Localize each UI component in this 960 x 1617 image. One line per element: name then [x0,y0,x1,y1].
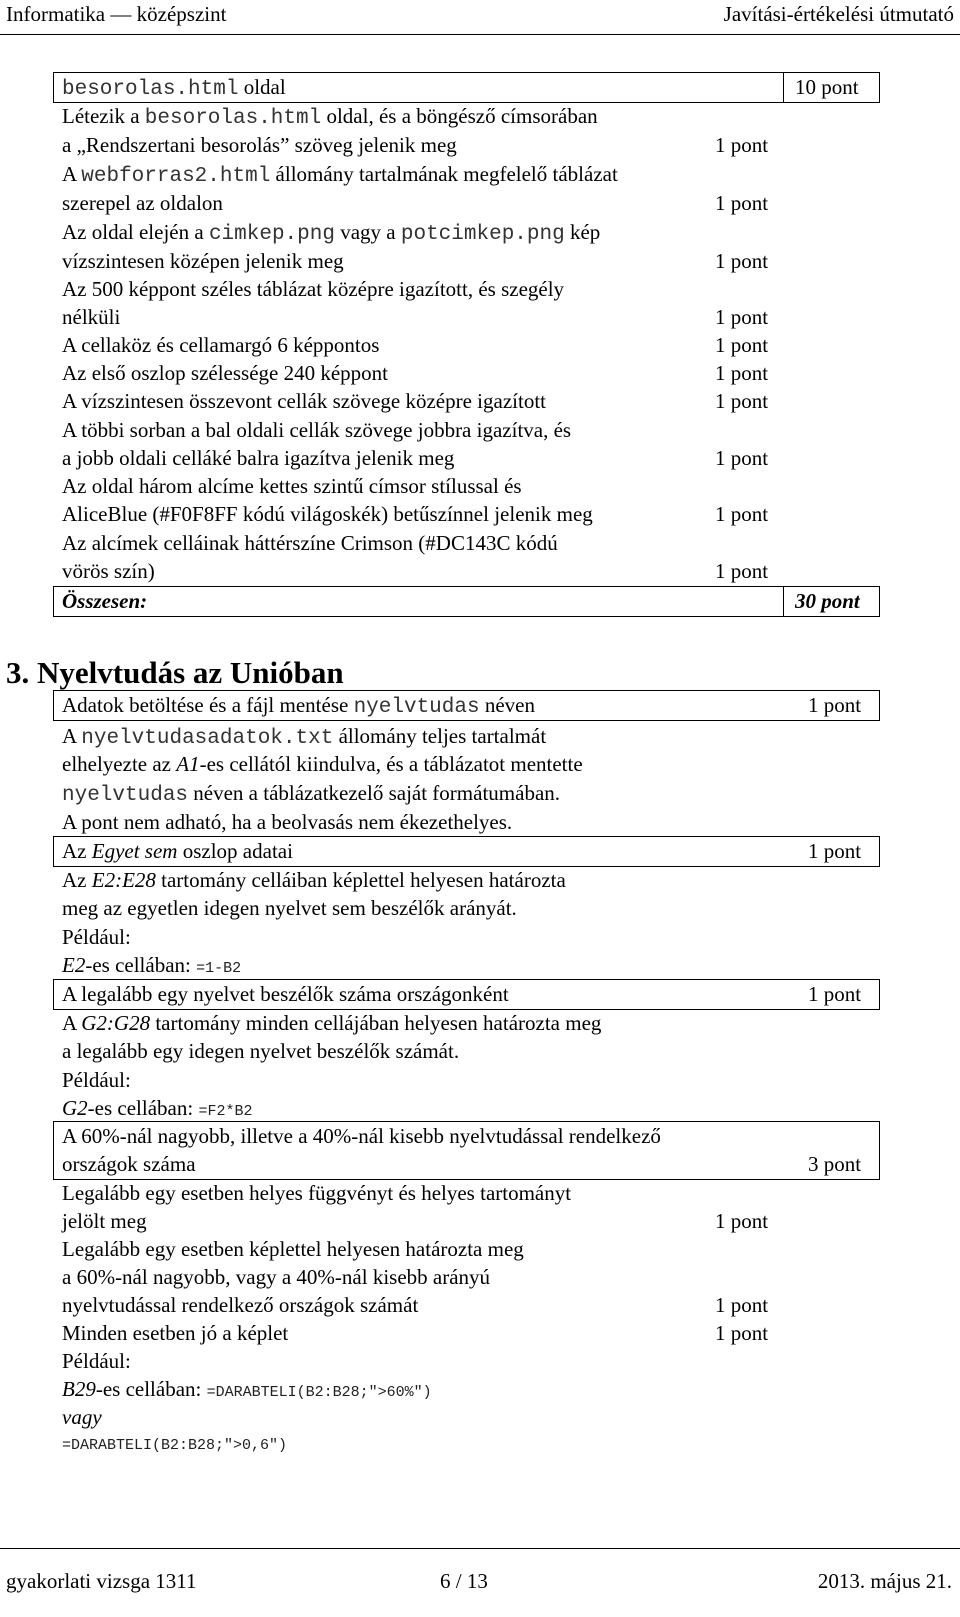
footer-date: 2013. május 21. [817,1569,952,1593]
page-header [0,0,960,35]
task-4-example-2: =DARABTELI(B2:B28;">0,6") [62,1437,288,1454]
task-3-title: A legalább egy nyelvet beszélők száma országonként [62,982,509,1006]
task-2-title: Az Egyet sem oszlop adatai [62,839,293,863]
criterion-2-line-b: szerepel az oldalon [62,191,223,215]
criterion-5: A cellaköz és cellamargó 6 képpontos [62,333,380,357]
criterion-2-line-a: A webforras2.html állomány tartalmának megfelelő táblázat [62,162,618,188]
criterion-1-line-a: Létezik a besorolas.html oldal, és a böngésző címsorában [62,104,598,130]
task-4-sub-2-c: nyelvtudással rendelkező országok számát [62,1293,419,1317]
task-4-sub-3-points: 1 pont [715,1321,769,1345]
criterion-4-line-b: nélküli [62,305,121,329]
task-1-title: Adatok betöltése és a fájl mentése nyelvtudas néven [62,693,535,719]
criterion-8-line-b: a jobb oldali celláké balra igazítva jelenik meg [62,446,455,470]
task-4-example-1: B29-es cellában: =DARABTELI(B2:B28;">60%") [62,1377,432,1401]
criterion-1-points: 1 pont [715,133,769,157]
task-4-sub-1-a: Legalább egy esetben helyes függvényt és helyes tartományt [62,1181,572,1205]
task-1-desc-a: A nyelvtudasadatok.txt állomány teljes tartalmát [62,724,547,750]
task-4-title-b: országok száma [62,1152,196,1176]
task-3-example: G2-es cellában: =F2*B2 [62,1096,253,1120]
task-2-desc-b: meg az egyetlen idegen nyelvet sem beszélők arányát. [62,896,517,920]
criterion-3-line-b: vízszintesen középen jelenik meg [62,249,344,273]
criterion-8-line-a: A többi sorban a bal oldali cellák szövege jobbra igazítva, és [62,418,572,442]
criterion-9-points: 1 pont [715,502,769,526]
task-4-example-label: Például: [62,1349,131,1373]
criterion-7-points: 1 pont [715,389,769,413]
task-3-desc-b: a legalább egy idegen nyelvet beszélők számát. [62,1039,460,1063]
task-4-sub-1-b: jelölt meg [62,1209,147,1233]
criterion-1-line-b: a „Rendszertani besorolás” szöveg jelenik meg [62,133,457,157]
criterion-2-points: 1 pont [715,191,769,215]
task-1-desc-d: A pont nem adható, ha a beolvasás nem ékezethelyes. [62,810,513,834]
footer-page-number: 6 / 13 [440,1569,488,1593]
task-3-points: 1 pont [808,982,862,1006]
task-1-points: 1 pont [808,693,862,717]
criterion-3-points: 1 pont [715,249,769,273]
criterion-10-points: 1 pont [715,559,769,583]
section-3-heading: 3. Nyelvtudás az Unióban [6,655,344,690]
criterion-4-line-a: Az 500 képpont széles táblázat középre igazított, és szegély [62,277,565,301]
task-1-desc-b: elhelyezte az A1-es cellától kiindulva, és a táblázatot mentette [62,752,583,776]
task-2-example-label: Például: [62,925,131,949]
criterion-3-line-a: Az oldal elején a cimkep.png vagy a potcimkep.png kép [62,220,601,246]
page-footer [0,1548,960,1609]
task-3-desc-a: A G2:G28 tartomány minden cellájában helyesen határozta meg [62,1011,602,1035]
task-4-sub-2-points: 1 pont [715,1293,769,1317]
criterion-6: Az első oszlop szélessége 240 képpont [62,361,389,385]
task-4-sub-2-a: Legalább egy esetben képlettel helyesen határozta meg [62,1237,524,1261]
task-2-example: E2-es cellában: =1-B2 [62,953,242,977]
criterion-9-line-b: AliceBlue (#F0F8FF kódú világoskék) betűszínnel jelenik meg [62,502,593,526]
header-doc-type: Javítási-értékelési útmutató [723,2,954,26]
task-4-sub-2-b: a 60%-nál nagyobb, vagy a 40%-nál kisebb arányú [62,1265,491,1289]
header-subject: Informatika — középszint [6,2,227,26]
criteria-title-points: 10 pont [795,75,859,99]
criteria-title: besorolas.html oldal [62,75,286,101]
criterion-8-points: 1 pont [715,446,769,470]
total-points: 30 pont [795,589,860,613]
task-4-title-a: A 60%-nál nagyobb, illetve a 40%-nál kisebb nyelvtudással rendelkező [62,1124,661,1148]
criterion-5-points: 1 pont [715,333,769,357]
footer-exam: gyakorlati vizsga 1311 [6,1569,197,1593]
task-3-example-label: Például: [62,1068,131,1092]
task-4-example-or: vagy [62,1405,102,1429]
criterion-7: A vízszintesen összevont cellák szövege középre igazított [62,389,546,413]
criterion-10-line-a: Az alcímek celláinak háttérszíne Crimson (#DC143C kódú [62,531,558,555]
criterion-10-line-b: vörös szín) [62,559,155,583]
task-2-points: 1 pont [808,839,862,863]
task-4-sub-1-points: 1 pont [715,1209,769,1233]
task-1-desc-c: nyelvtudas néven a táblázatkezelő saját formátumában. [62,781,561,807]
total-label: Összesen: [62,589,148,613]
task-2-desc-a: Az E2:E28 tartomány celláiban képlettel helyesen határozta [62,868,566,892]
total-box [53,586,880,617]
task-4-points: 3 pont [808,1152,862,1176]
task-4-sub-3: Minden esetben jó a képlet [62,1321,289,1345]
criterion-9-line-a: Az oldal három alcíme kettes szintű címsor stílussal és [62,474,522,498]
criterion-6-points: 1 pont [715,361,769,385]
criterion-4-points: 1 pont [715,305,769,329]
